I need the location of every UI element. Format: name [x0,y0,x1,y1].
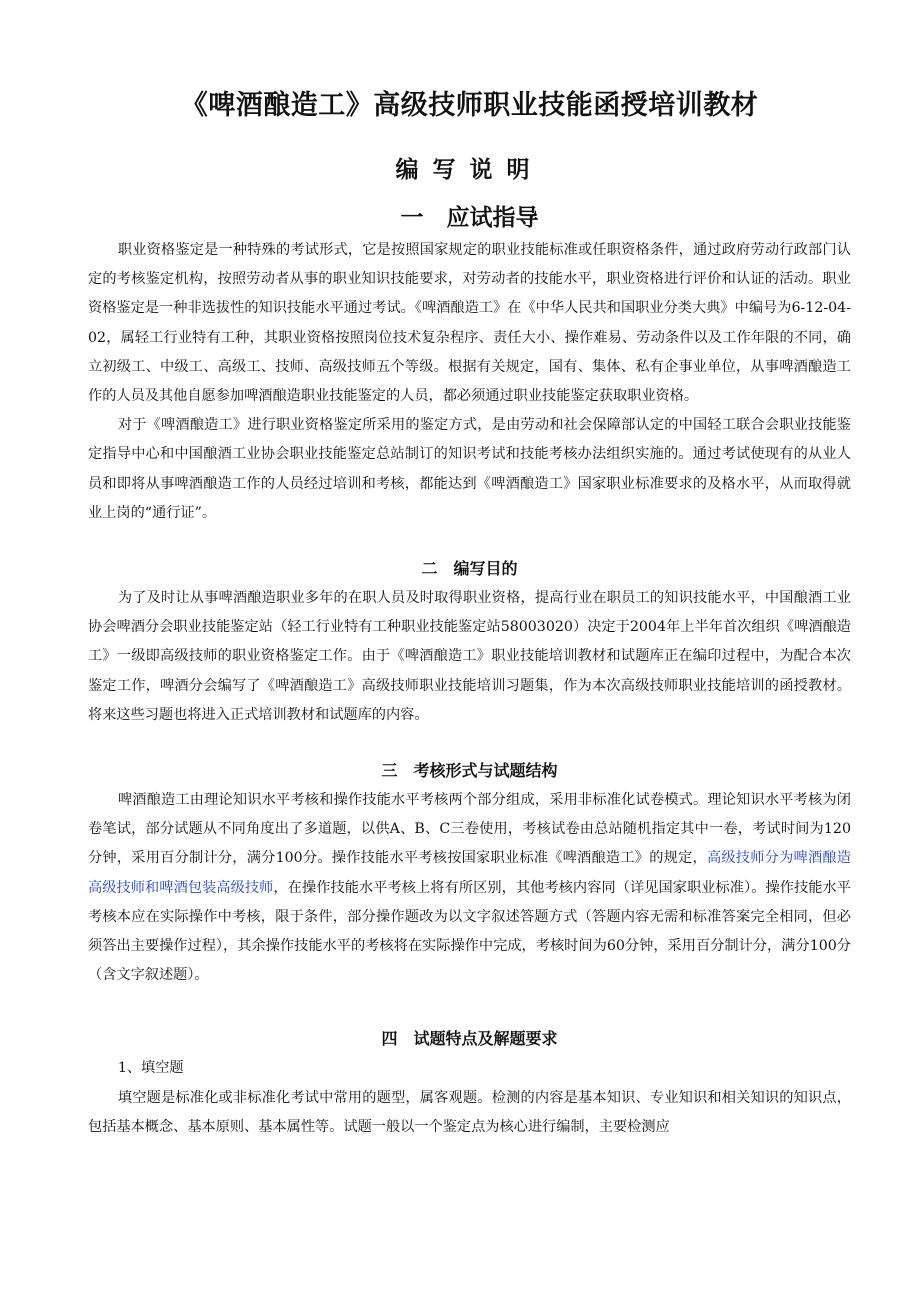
spacer [88,990,851,1024]
section-4-paragraph-1: 填空题是标准化或非标准化考试中常用的题型，属客观题。检测的内容是基本知识、专业知识和相关知识的知识点，包括基本概念、基本原则、基本属性等。试题一般以一个鉴定点为核心进行编制，主要检测应 [88,1089,851,1135]
section-3-heading: 三 考核形式与试题结构 [381,761,558,781]
section-1-paragraph-1: 职业资格鉴定是一种特殊的考试形式，它是按照国家规定的职业技能标准或任职资格条件，通过政府劳动行政部门认定的考核鉴定机构，按照劳动者从事的职业知识技能要求，对劳动者的技能水平，职业资格进行评价和认证的活动。职业资格鉴定是一种非选拔性的知识技能水平通过考试。《啤酒酿造工》在《中华人民共和国职业分类大典》中编号为6-12-04-02，属轻工行业特有工种，其职业资格按照岗位技术复杂程序、责任大小、操作难易、劳动条件以及工作年限的不同，确立初级工、中级工、高级工、技师、高级技师五个等级。根据有关规定，国有、集体、私有企事业单位，从事啤酒酿造工作的人员及其他自愿参加啤酒酿造职业技能鉴定的人员，都必须通过职业技能鉴定获取职业资格。 [88,242,851,405]
document-page [88,86,851,1142]
document-subtitle: 编写说明 [395,157,544,183]
section-3-paragraph-1 [88,786,851,990]
section-2-heading: 二 编写目的 [421,559,518,579]
section-3-highlighted-link[interactable]: 高级技师分为啤酒酿造高级技师和啤酒包装高级技师 [88,850,851,896]
section-1-heading: 一 应试指导 [400,205,539,231]
section-3-text-after-link: ，在操作技能水平考核上将有所区别，其他考核内容同（详见国家职业标准）。操作技能水平考核本应在实际操作中考核，限于条件，部分操作题改为以文字叙述答题方式（答题内容无需和标准答案完全相同，但必须答出主要操作过程），其余操作技能水平的考核将在实际操作中完成，考核时间为60分钟，采用百分制计分，满分100分（含文字叙述题）。 [88,879,851,984]
document-title: 《啤酒酿造工》高级技师职业技能函授培训教材 [180,90,759,121]
section-4-item-1-label: 1、填空题 [117,1060,184,1077]
spacer [88,730,851,756]
section-2-paragraph-1: 为了及时让从事啤酒酿造职业多年的在职人员及时取得职业资格，提高行业在职员工的知识技能水平，中国酿酒工业协会啤酒分会职业技能鉴定站（轻工行业特有工种职业技能鉴定站58003020）决定于2004年上半年首次组织《啤酒酿造工》一级即高级技师的职业资格鉴定工作。由于《啤酒酿造工》职业技能培训教材和试题库正在编印过程中，为配合本次鉴定工作，啤酒分会编写了《啤酒酿造工》高级技师职业技能培训习题集，作为本次高级技师职业技能培训的函授教材。将来这些习题也将进入正式培训教材和试题库的内容。 [88,590,851,723]
section-4-heading: 四 试题特点及解题要求 [381,1029,558,1049]
section-3-text-before-link: 啤酒酿造工由理论知识水平考核和操作技能水平考核两个部分组成，采用非标准化试卷模式。理论知识水平考核为闭卷笔试，部分试题从不同角度出了多道题，以供A、B、C三卷使用，考核试卷由总站随机指定其中一卷，考试时间为120分钟，采用百分制计分，满分100分。操作技能水平考核按国家职业标准《啤酒酿造工》的规定， [88,792,851,867]
spacer [88,528,851,554]
section-1-paragraph-2: 对于《啤酒酿造工》进行职业资格鉴定所采用的鉴定方式，是由劳动和社会保障部认定的中国轻工联合会职业技能鉴定指导中心和中国酿酒工业协会职业技能鉴定总站制订的知识考试和技能考核办法组织实施的。通过考试使现有的从业人员和即将从事啤酒酿造工作的人员经过培训和考核，都能达到《啤酒酿造工》国家职业标准要求的及格水平，从而取得就业上岗的“通行证”。 [88,417,851,521]
